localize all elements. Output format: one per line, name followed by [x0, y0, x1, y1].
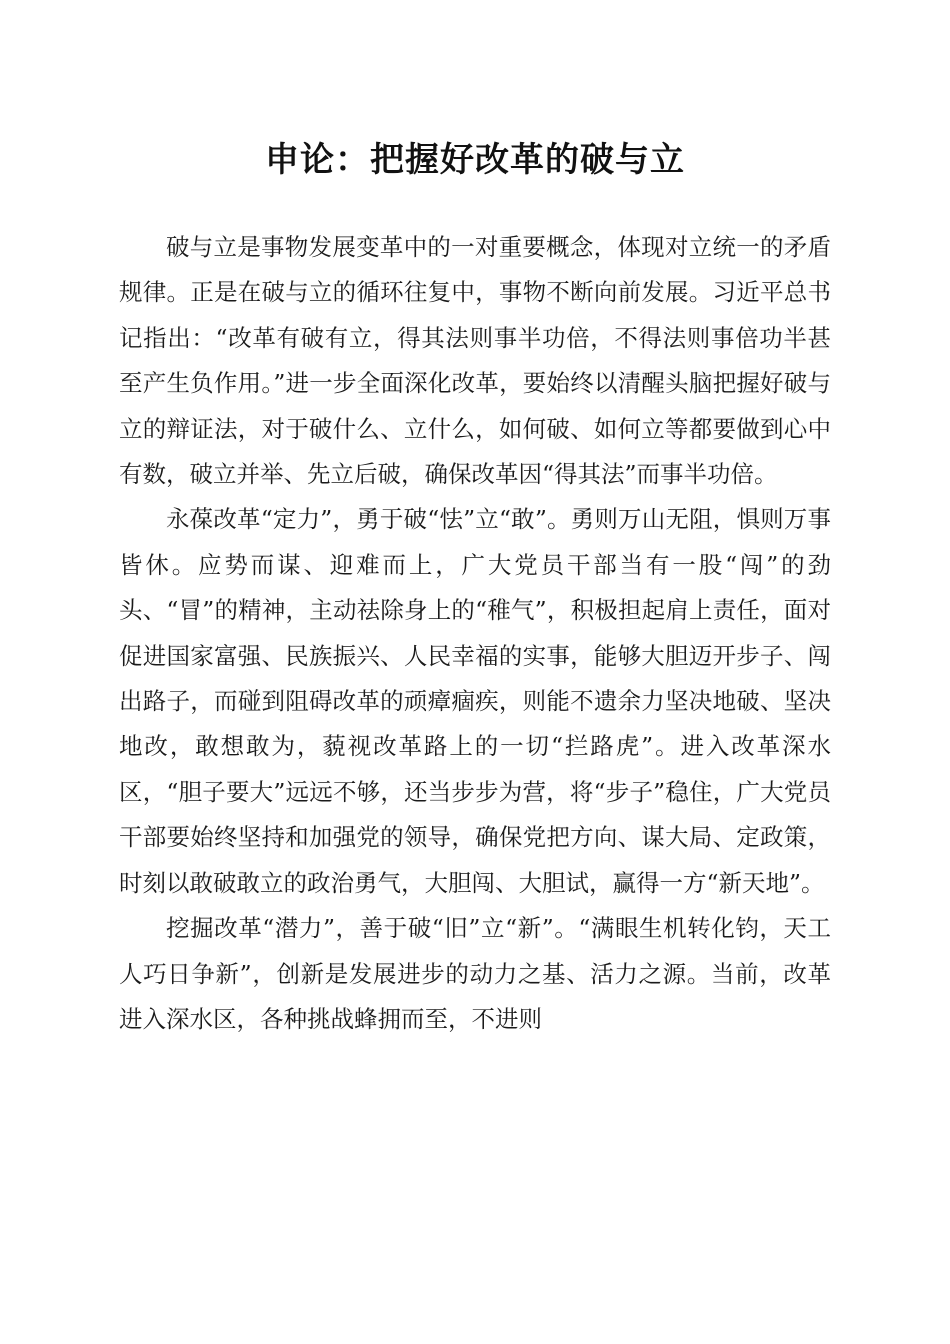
paragraph-1: 破与立是事物发展变革中的一对重要概念，体现对立统一的矛盾规律。正是在破与立的循环往复中，事物不断向前发展。习近平总书记指出：“改革有破有立，得其法则事半功倍，不得法则事倍功半甚至产生负作用。”进一步全面深化改革，要始终以清醒头脑把握好破与立的辩证法，对于破什么、立什么，如何破、如何立等都要做到心中有数，破立并举、先立后破，确保改革因“得其法”而事半功倍。	[119, 233, 831, 489]
page-title: 申论：把握好改革的破与立	[265, 140, 685, 180]
paragraph-2: 永葆改革“定力”，勇于破“怯”立“敢”。勇则万山无阻，惧则万事皆休。应势而谋、迎难而上，广大党员干部当有一股“闯”的劲头、“冒”的精神，主动祛除身上的“稚气”，积极担起肩上责任，面对促进国家富强、民族振兴、人民幸福的实事，能够大胆迈开步子、闯出路子，而碰到阻碍改革的顽瘴痼疾，则能不遗余力坚决地破、坚决地改，敢想敢为，藐视改革路上的一切“拦路虎”。进入改革深水区，“胆子要大”远远不够，还当步步为营，将“步子”稳住，广大党员干部要始终坚持和加强党的领导，确保党把方向、谋大局、定政策，时刻以敢破敢立的政治勇气，大胆闯、大胆试，赢得一方“新天地”。	[119, 505, 831, 897]
paragraph-3: 挖掘改革“潜力”，善于破“旧”立“新”。“满眼生机转化钧，天工人巧日争新”，创新是发展进步的动力之基、活力之源。当前，改革进入深水区，各种挑战蜂拥而至，不进则	[119, 914, 831, 1033]
article-body	[119, 225, 831, 1042]
